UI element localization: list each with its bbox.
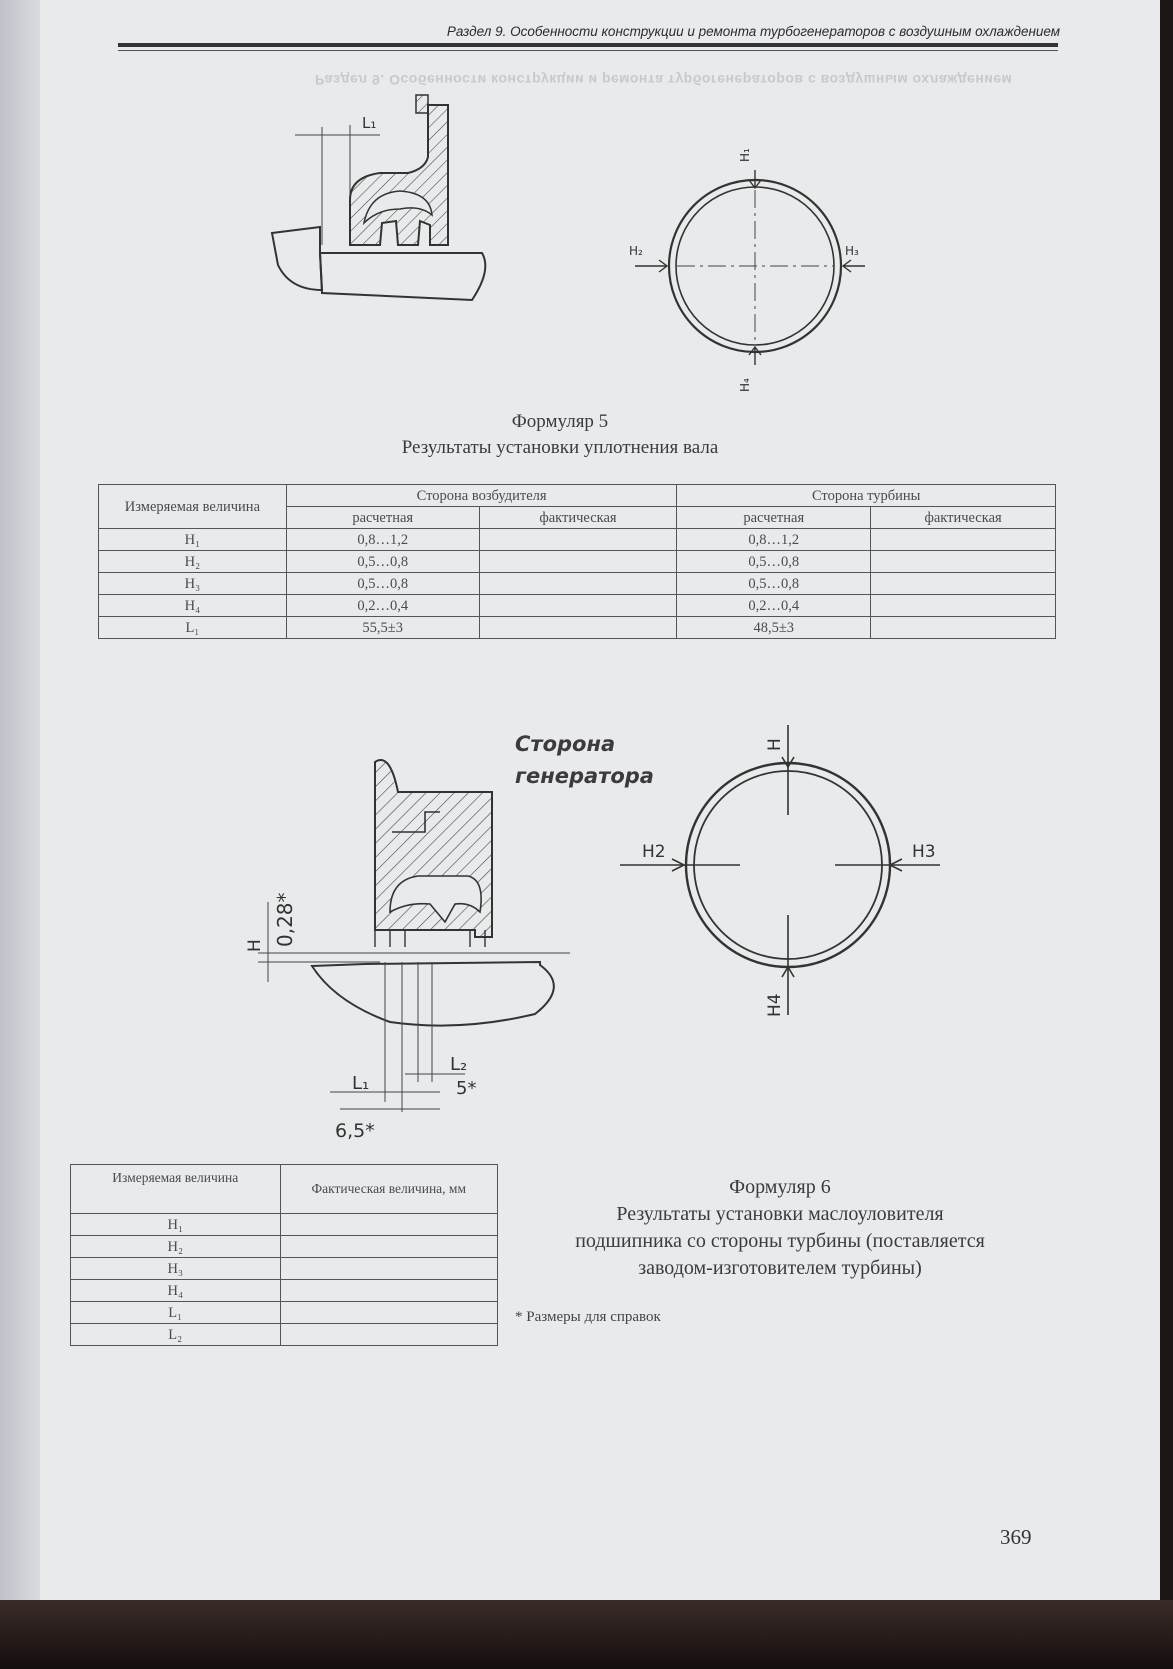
row-name: H₄ (99, 595, 287, 617)
measurement-ring-1 (615, 140, 875, 400)
col-header-exciter: Сторона возбудителя (286, 485, 677, 507)
row-name: L₁ (71, 1302, 281, 1324)
row-name: H₄ (71, 1280, 281, 1302)
cell-turbine-calc: 48,5±3 (677, 617, 871, 639)
page-number: 369 (1000, 1525, 1032, 1549)
cell-turbine-actual (871, 551, 1056, 573)
table-row (99, 573, 1056, 595)
l1-label: L₁ (362, 114, 377, 132)
h2-label: H₂ (629, 244, 643, 258)
h4-label: H₄ (738, 378, 752, 392)
subheader-calc: расчетная (677, 507, 871, 529)
generator-side-line2: генератора (515, 764, 654, 788)
table-row (99, 617, 1056, 639)
book-page (40, 0, 1160, 1600)
ring-h3-label: H3 (912, 842, 936, 862)
ring-h4-label: H4 (765, 993, 785, 1017)
subheader-actual: фактическая (479, 507, 677, 529)
form6-table (70, 1164, 498, 1346)
cell-exciter-actual (479, 573, 677, 595)
cell-turbine-calc: 0,5…0,8 (677, 551, 871, 573)
l2-label: L₂ (450, 1054, 468, 1075)
form5-caption (330, 409, 790, 461)
generator-side-line1: Сторона (515, 732, 616, 756)
scanner-background (0, 1600, 1173, 1669)
h1-label: H₁ (738, 148, 752, 162)
ring-h2-label: H2 (642, 842, 666, 862)
running-header: Раздел 9. Особенности конструкции и ремонта турбогенераторов с воздушным охлаждением (446, 24, 1060, 39)
form5-title: Формуляр 5 (511, 411, 609, 432)
dim-65-label: 6,5* (335, 1120, 375, 1142)
cell-exciter-actual (479, 617, 677, 639)
row-name: H₂ (71, 1236, 281, 1258)
cell-turbine-actual (871, 529, 1056, 551)
row-name: H₃ (71, 1258, 281, 1280)
dim-028-label: 0,28* (273, 892, 297, 947)
subheader-actual: фактическая (871, 507, 1056, 529)
cell-turbine-actual (871, 617, 1056, 639)
table-row (71, 1302, 498, 1324)
row-name: L₁ (99, 617, 287, 639)
form5-table (98, 484, 1056, 639)
table-row (99, 551, 1056, 573)
cell-value (280, 1324, 498, 1346)
cell-turbine-calc: 0,2…0,4 (677, 595, 871, 617)
footnote: * Размеры для справок (515, 1309, 661, 1325)
row-name: H₁ (99, 529, 287, 551)
col-header-measured: Измеряемая величина (99, 485, 287, 529)
cell-exciter-actual (479, 595, 677, 617)
cell-exciter-calc: 55,5±3 (286, 617, 479, 639)
table-row (99, 595, 1056, 617)
ring-h1-label: H (765, 738, 785, 751)
subheader-calc: расчетная (286, 507, 479, 529)
table-row (71, 1214, 498, 1236)
measurement-ring-2 (630, 725, 940, 1015)
table-row (99, 529, 1056, 551)
header-rule (118, 43, 1058, 47)
dim-5-label: 5* (456, 1078, 477, 1099)
cell-turbine-actual (871, 573, 1056, 595)
l1-label: L₁ (352, 1073, 370, 1094)
row-name: L₂ (71, 1324, 281, 1346)
cell-value (280, 1214, 498, 1236)
cell-turbine-actual (871, 595, 1056, 617)
row-name: H₃ (99, 573, 287, 595)
shaft-seal-drawing (270, 95, 510, 320)
cell-exciter-calc: 0,5…0,8 (286, 573, 479, 595)
form6-caption (520, 1174, 1040, 1282)
cell-turbine-calc: 0,8…1,2 (677, 529, 871, 551)
col-header-turbine: Сторона турбины (677, 485, 1056, 507)
row-name: H₂ (99, 551, 287, 573)
form5-subtitle: Результаты установки уплотнения вала (401, 437, 719, 458)
form6-subtitle-3: заводом-изготовителем турбины) (638, 1257, 922, 1279)
bleed-through-text: Раздел 9. Особенности конструкции и ремонта турбогенераторов с воздушным охлаждением (315, 72, 1013, 88)
h3-label: H₃ (845, 244, 859, 258)
table-row (71, 1280, 498, 1302)
cell-exciter-actual (479, 529, 677, 551)
h-label: H (245, 939, 265, 952)
form6-title: Формуляр 6 (729, 1176, 831, 1198)
cell-value (280, 1302, 498, 1324)
col-header-actual: Фактическая величина, мм (280, 1165, 498, 1214)
cell-exciter-actual (479, 551, 677, 573)
form6-subtitle-2: подшипника со стороны турбины (поставляется (575, 1230, 985, 1252)
table-row (71, 1324, 498, 1346)
form6-subtitle-1: Результаты установки маслоуловителя (616, 1203, 944, 1225)
row-name: H₁ (71, 1214, 281, 1236)
cell-exciter-calc: 0,8…1,2 (286, 529, 479, 551)
table-row (71, 1236, 498, 1258)
col-header-measured: Измеряемая величина (71, 1165, 281, 1214)
cell-value (280, 1236, 498, 1258)
cell-exciter-calc: 0,5…0,8 (286, 551, 479, 573)
table-row (71, 1258, 498, 1280)
cell-value (280, 1280, 498, 1302)
cell-turbine-calc: 0,5…0,8 (677, 573, 871, 595)
cell-exciter-calc: 0,2…0,4 (286, 595, 479, 617)
oil-catcher-drawing (240, 752, 600, 1152)
header-rule-thin (118, 50, 1058, 51)
cell-value (280, 1258, 498, 1280)
